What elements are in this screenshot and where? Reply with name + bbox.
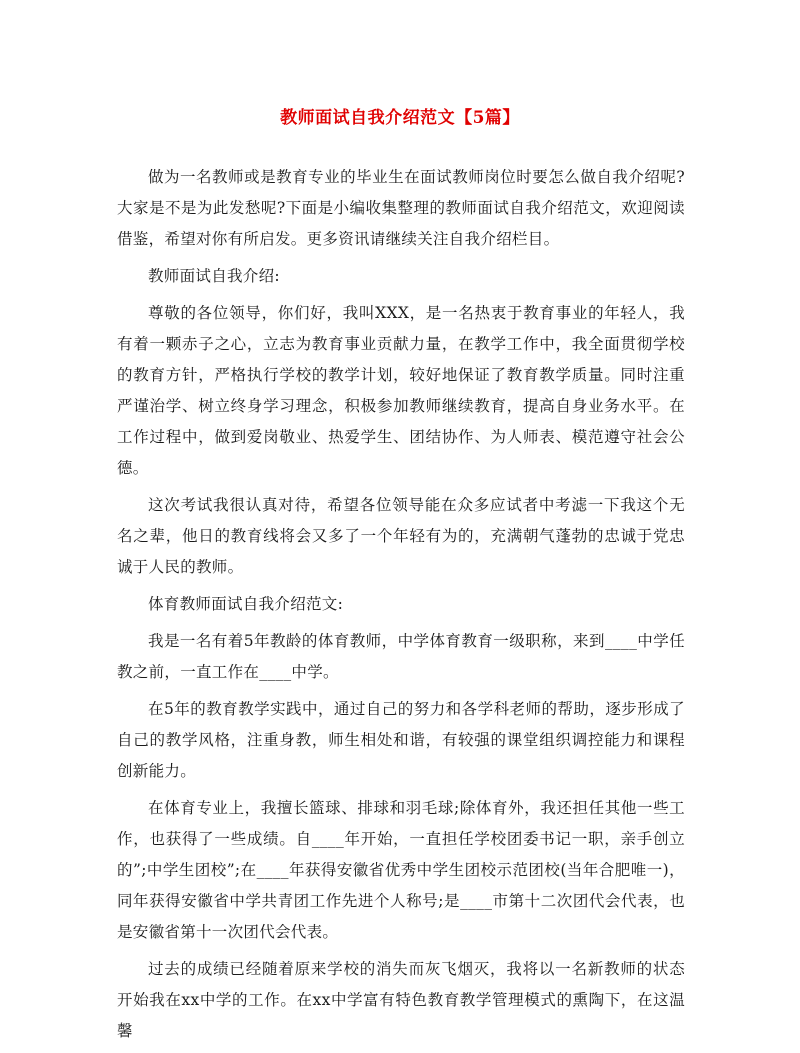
section-heading-pe-teacher: 体育教师面试自我介绍范文: xyxy=(148,595,344,613)
section-heading-teacher-intro: 教师面试自我介绍: xyxy=(148,267,280,285)
paragraph-intro: 做为一名教师或是教育专业的毕业生在面试教师岗位时要怎么做自我介绍呢?大家是不是为此发愁呢?下面是小编收集整理的教师面试自我介绍范文，欢迎阅读借鉴，希望对你有所启发。更多资讯请继续关注自我介绍栏目。 xyxy=(117,168,685,248)
paragraph-teacher-intro: 尊敬的各位领导，你们好，我叫XXX，是一名热衷于教育事业的年轻人，我有着一颗赤子之心，立志为教育事业贡献力量，在教学工作中，我全面贯彻学校的教育方针，严格执行学校的教学计划，较好地保证了教育教学质量。同时注重严谨治学、树立终身学习理念，积极参加教师继续教育，提高自身业务水平。在工作过程中，做到爱岗敬业、热爱学生、团结协作、为人师表、模范遵守社会公德。 xyxy=(117,304,685,477)
document-body xyxy=(117,162,685,1053)
paragraph-new-start: 过去的成绩已经随着原来学校的消失而灰飞烟灭，我将以一名新教师的状态开始我在xx中学的工作。在xx中学富有特色教育教学管理模式的熏陶下，在这温馨 xyxy=(117,960,685,1040)
paragraph-pe-background: 我是一名有着5年教龄的体育教师，中学体育教育一级职称，来到____中学任教之前，一直工作在____中学。 xyxy=(117,632,685,681)
paragraph-exam-attitude: 这次考试我很认真对待，希望各位领导能在众多应试者中考滤一下我这个无名之辈，他日的教育线将会又多了一个年轻有为的，充满朝气蓬勃的忠诚于党忠诚于人民的教师。 xyxy=(117,496,685,576)
paragraph-achievements: 在体育专业上，我擅长篮球、排球和羽毛球;除体育外，我还担任其他一些工作，也获得了一些成绩。自____年开始，一直担任学校团委书记一职，亲手创立的”;中学生团校”;在____年获得安徽省优秀中学生团校示范团校(当年合肥唯一)，同年获得安徽省中学共青团工作先进个人称号;是____市第十二次团代会代表，也是安徽省第十一次团代会代表。 xyxy=(117,799,685,941)
document-title: 教师面试自我介绍范文【5篇】 xyxy=(280,108,520,128)
paragraph-teaching-practice: 在5年的教育教学实践中，通过自己的努力和各学科老师的帮助，逐步形成了自己的教学风格，注重身教，师生相处和谐，有较强的课堂组织调控能力和课程创新能力。 xyxy=(117,700,685,780)
